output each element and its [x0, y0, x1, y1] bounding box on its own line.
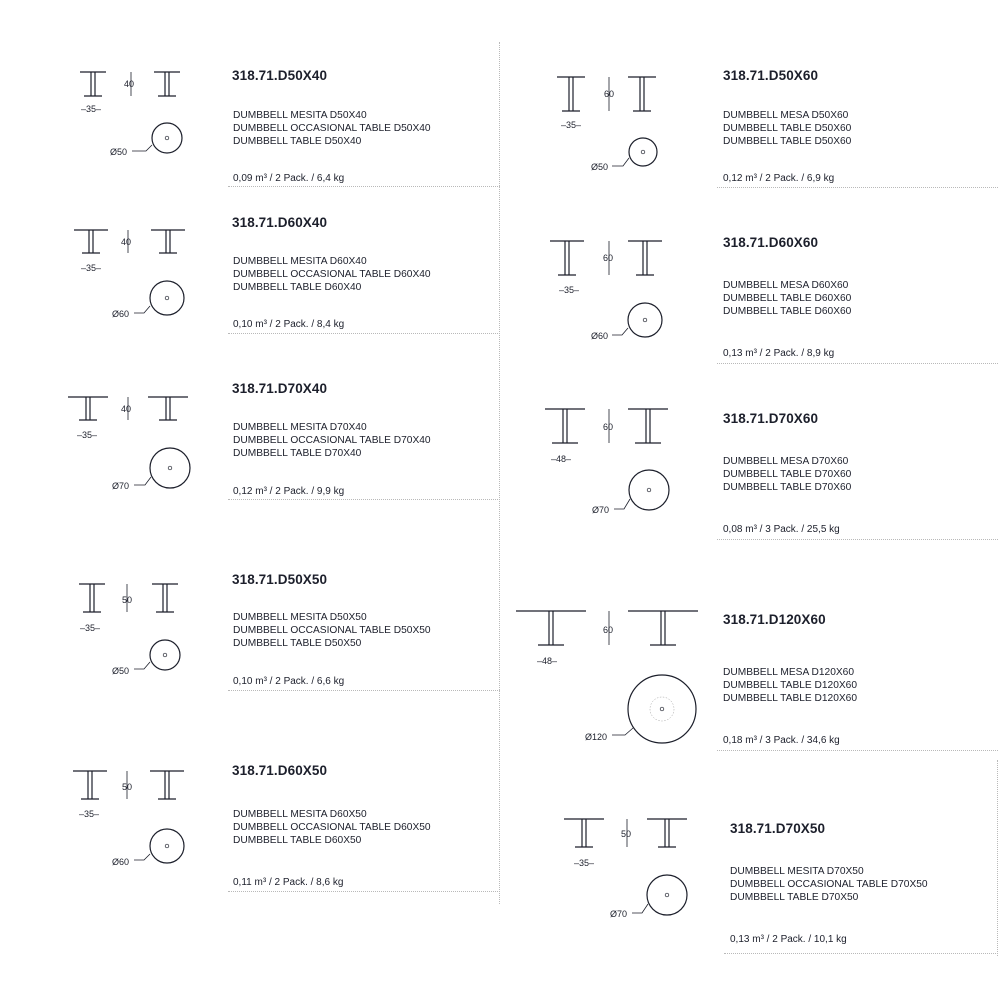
product-names — [723, 110, 851, 148]
product-name: DUMBBELL TABLE D70X50 — [730, 891, 859, 903]
separator — [228, 186, 500, 187]
product-code: 318.71.D60X40 — [232, 215, 328, 230]
product-code: 318.71.D70X50 — [730, 821, 826, 836]
right-edge-divider — [997, 760, 998, 956]
product-name: DUMBBELL MESITA D50X50 — [233, 612, 367, 623]
packaging-spec: 0,12 m³ / 2 Pack. / 6,9 kg — [723, 173, 835, 184]
product-name: DUMBBELL MESITA D70X40 — [233, 422, 367, 433]
product-name: DUMBBELL MESA D50X60 — [723, 110, 849, 121]
height-label: 60 — [603, 625, 614, 635]
tabletop-plan-circle — [629, 470, 669, 510]
product-names — [723, 456, 851, 494]
product-name: DUMBBELL OCCASIONAL TABLE D70X50 — [730, 878, 928, 890]
product-name: DUMBBELL TABLE D70X60 — [723, 481, 852, 493]
separator — [228, 333, 500, 334]
separator — [717, 539, 998, 540]
separator — [717, 363, 998, 364]
height-label: 60 — [603, 253, 614, 263]
height-label: 50 — [122, 782, 133, 792]
product-name: DUMBBELL MESITA D60X40 — [233, 256, 367, 267]
product-names — [723, 667, 857, 705]
height-label: 40 — [121, 237, 132, 247]
height-label: 40 — [124, 79, 135, 89]
height-label: 50 — [621, 829, 632, 839]
product-name: DUMBBELL TABLE D60X50 — [233, 834, 362, 846]
packaging-spec: 0,10 m³ / 2 Pack. / 6,6 kg — [233, 676, 345, 687]
base-width-label: –35– — [81, 104, 102, 114]
product-code: 318.71.D70X40 — [232, 381, 328, 396]
separator — [717, 750, 998, 751]
product-code: 318.71.D60X50 — [232, 763, 328, 778]
diameter-label: Ø60 — [112, 857, 130, 867]
product-name: DUMBBELL MESA D120X60 — [723, 667, 854, 678]
product-names — [233, 809, 431, 847]
tabletop-plan-circle — [628, 675, 696, 743]
height-label: 50 — [122, 595, 133, 605]
diameter-label: Ø50 — [110, 147, 128, 157]
product-code: 318.71.D50X50 — [232, 572, 328, 587]
product-names — [723, 280, 851, 318]
product-name: DUMBBELL TABLE D50X60 — [723, 135, 852, 147]
base-width-label: –35– — [559, 285, 580, 295]
height-label: 40 — [121, 404, 132, 414]
product-names — [233, 110, 431, 148]
tabletop-plan-circle — [150, 640, 180, 670]
product-name: DUMBBELL MESA D70X60 — [723, 456, 849, 467]
diameter-label: Ø60 — [591, 331, 609, 341]
product-code: 318.71.D70X60 — [723, 411, 819, 426]
diameter-label: Ø60 — [112, 309, 130, 319]
product-name: DUMBBELL OCCASIONAL TABLE D70X40 — [233, 434, 431, 446]
base-width-label: –35– — [81, 263, 102, 273]
base-width-label: –35– — [77, 430, 98, 440]
product-code: 318.71.D50X40 — [232, 68, 328, 83]
packaging-spec: 0,09 m³ / 2 Pack. / 6,4 kg — [233, 173, 345, 184]
product-name: DUMBBELL TABLE D50X60 — [723, 122, 852, 134]
product-name: DUMBBELL OCCASIONAL TABLE D50X50 — [233, 624, 431, 636]
base-width-label: –48– — [537, 656, 558, 666]
separator — [228, 690, 500, 691]
product-name: DUMBBELL OCCASIONAL TABLE D50X40 — [233, 122, 431, 134]
product-names — [233, 422, 431, 460]
product-name: DUMBBELL MESITA D50X40 — [233, 110, 367, 121]
tabletop-plan-circle — [150, 829, 184, 863]
diameter-label: Ø70 — [592, 505, 610, 515]
base-width-label: –48– — [551, 454, 572, 464]
tabletop-plan-circle — [629, 138, 657, 166]
product-name: DUMBBELL TABLE D50X40 — [233, 135, 362, 147]
packaging-spec: 0,08 m³ / 3 Pack. / 25,5 kg — [723, 524, 840, 535]
height-label: 60 — [603, 422, 614, 432]
packaging-spec: 0,12 m³ / 2 Pack. / 9,9 kg — [233, 486, 345, 497]
product-code: 318.71.D120X60 — [723, 612, 826, 627]
product-name: DUMBBELL TABLE D60X40 — [233, 281, 362, 293]
separator — [228, 891, 500, 892]
product-name: DUMBBELL OCCASIONAL TABLE D60X50 — [233, 821, 431, 833]
product-name: DUMBBELL TABLE D120X60 — [723, 679, 858, 691]
product-name: DUMBBELL TABLE D120X60 — [723, 692, 858, 704]
tabletop-plan-circle — [150, 281, 184, 315]
packaging-spec: 0,11 m³ / 2 Pack. / 8,6 kg — [233, 877, 344, 888]
product-name: DUMBBELL OCCASIONAL TABLE D60X40 — [233, 268, 431, 280]
height-label: 60 — [604, 89, 615, 99]
diameter-label: Ø70 — [610, 909, 628, 919]
product-code: 318.71.D60X60 — [723, 235, 819, 250]
product-name: DUMBBELL TABLE D70X60 — [723, 468, 852, 480]
diameter-label: Ø120 — [585, 732, 608, 742]
product-name: DUMBBELL TABLE D60X60 — [723, 292, 852, 304]
base-width-label: –35– — [79, 809, 100, 819]
product-name: DUMBBELL MESITA D60X50 — [233, 809, 367, 820]
column-divider — [499, 42, 500, 904]
separator — [724, 953, 998, 954]
packaging-spec: 0,10 m³ / 2 Pack. / 8,4 kg — [233, 319, 345, 330]
product-name: DUMBBELL MESITA D70X50 — [730, 866, 864, 877]
diameter-label: Ø70 — [112, 481, 130, 491]
diameter-label: Ø50 — [112, 666, 130, 676]
base-width-label: –35– — [80, 623, 101, 633]
product-names — [233, 256, 431, 294]
diameter-label: Ø50 — [591, 162, 609, 172]
base-width-label: –35– — [561, 120, 582, 130]
base-width-label: –35– — [574, 858, 595, 868]
tabletop-plan-circle — [628, 303, 662, 337]
product-code: 318.71.D50X60 — [723, 68, 819, 83]
product-name: DUMBBELL TABLE D60X60 — [723, 305, 852, 317]
tabletop-plan-circle — [150, 448, 190, 488]
separator — [228, 499, 500, 500]
product-name: DUMBBELL MESA D60X60 — [723, 280, 849, 291]
packaging-spec: 0,13 m³ / 2 Pack. / 10,1 kg — [730, 934, 847, 945]
tabletop-plan-circle — [152, 123, 182, 153]
product-names — [730, 866, 928, 904]
separator — [717, 187, 998, 188]
product-names — [233, 612, 431, 650]
product-name: DUMBBELL TABLE D70X40 — [233, 447, 362, 459]
tabletop-plan-circle — [647, 875, 687, 915]
packaging-spec: 0,13 m³ / 2 Pack. / 8,9 kg — [723, 348, 835, 359]
packaging-spec: 0,18 m³ / 3 Pack. / 34,6 kg — [723, 735, 840, 746]
product-name: DUMBBELL TABLE D50X50 — [233, 637, 362, 649]
